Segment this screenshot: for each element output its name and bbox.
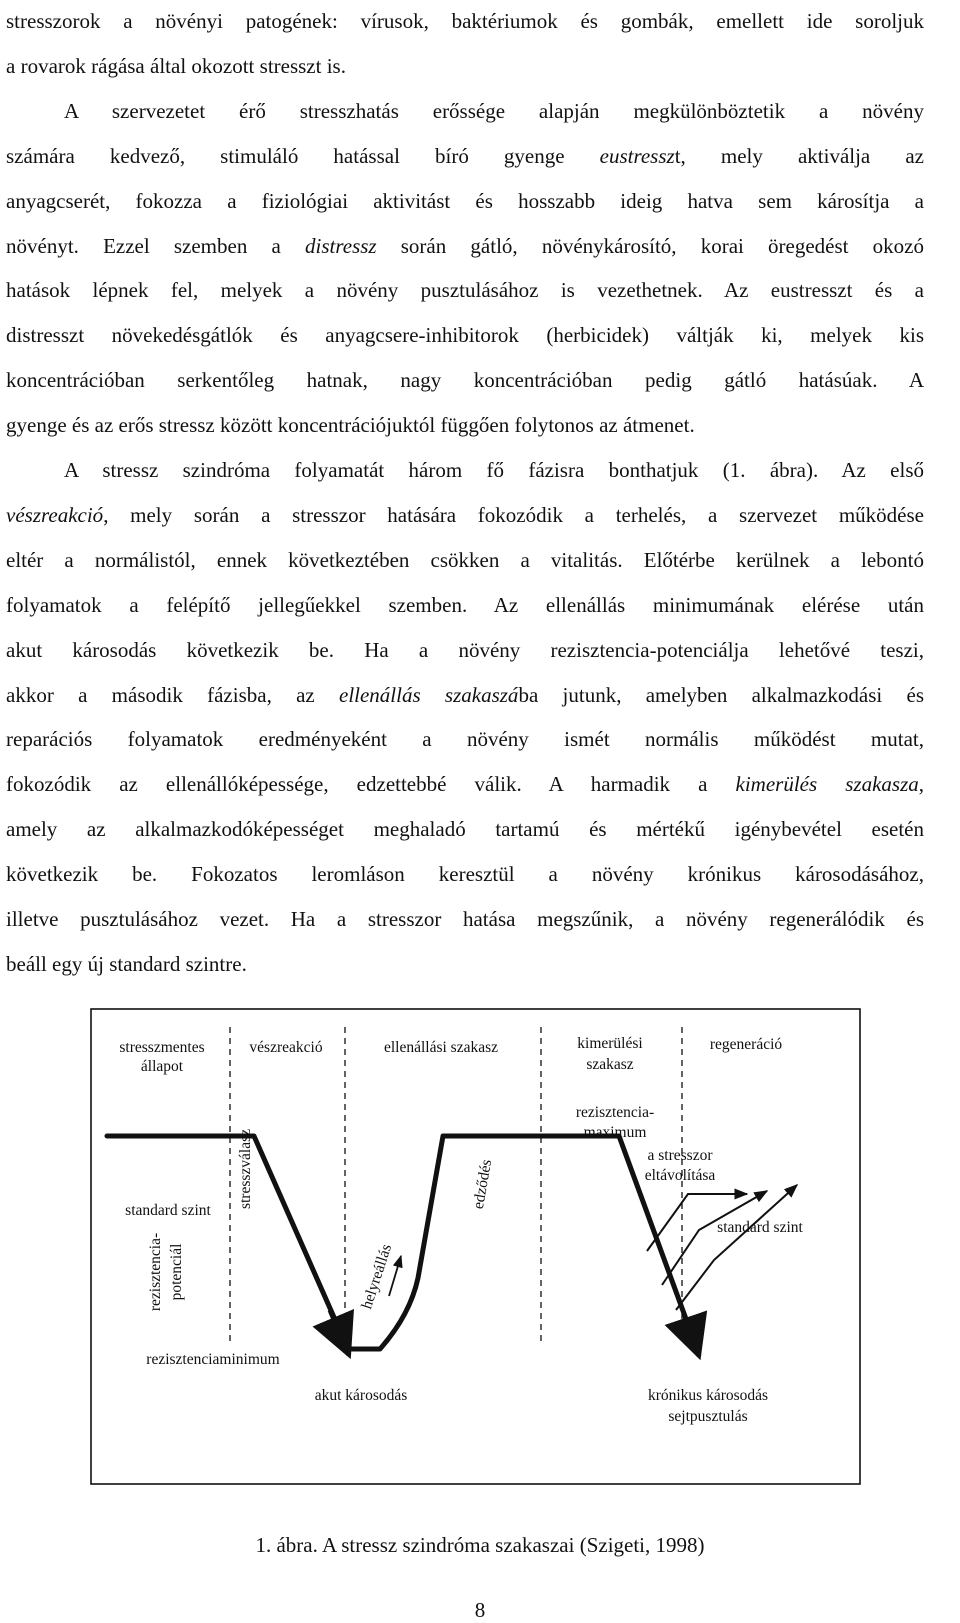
- text-segment: akkor a második fázisba, az: [6, 682, 339, 707]
- text-segment: stresszorok a növényi patogének: vírusok, baktériumok és gombák, emellett ide soroljuk: [6, 9, 924, 33]
- text-segment: a rovarok rágása által okozott stresszt is.: [6, 53, 346, 78]
- text-segment: akut károsodás következik be. Ha a növény rezisztencia-potenciálja lehetővé teszi,: [6, 637, 924, 662]
- standard-level-right: standard szint: [717, 1219, 803, 1236]
- resistance-maximum-line2: maximum: [583, 1124, 647, 1141]
- stressor-removal-line1: a stresszor: [647, 1147, 713, 1164]
- chronic-damage-arrow: [686, 1318, 699, 1356]
- text-segment: ,: [918, 772, 924, 797]
- phase-stressless-line2: állapot: [140, 1058, 184, 1075]
- text-segment: hatások lépnek fel, melyek a növény pusztulásához is vezethetnek. Az eustresszt és a: [6, 278, 924, 303]
- emphasized-term: ellenállás szakaszá: [339, 682, 519, 707]
- text-segment: A stressz szindróma folyamatát három fő fázisra bonthatjuk (1. ábra). Az első: [64, 458, 924, 482]
- text-segment: során gátló, növénykárosító, korai öregedést okozó: [376, 233, 924, 258]
- chronic-damage-line2: sejtpusztulás: [668, 1408, 748, 1425]
- text-segment: illetve pusztulásához vezet. Ha a stresszor hatása megszűnik, a növény regenerálódik és: [6, 907, 924, 931]
- restitution-label: helyreállás: [358, 1242, 396, 1312]
- phase-exhaustion-line1: kimerülési: [577, 1035, 643, 1052]
- text-segment: növényt. Ezzel szemben a: [6, 233, 306, 258]
- page-number: 8: [474, 1598, 486, 1622]
- emphasized-term: eustressz: [599, 143, 675, 168]
- text-segment: amely az alkalmazkodóképességet meghaladó tartamú és mértékű igénybevétel esetén: [6, 817, 924, 842]
- emphasized-term: kimerülés szakasza: [735, 772, 919, 797]
- stress-effect-label: stresszválasz: [237, 1128, 254, 1210]
- regeneration-arrows: [647, 1185, 797, 1310]
- acute-damage-label: akut károsodás: [314, 1387, 408, 1404]
- resistance-minimum-label: rezisztenciaminimum: [146, 1351, 280, 1368]
- text-segment: koncentrációban serkentőleg hatnak, nagy koncentrációban pedig gátló hatásúak. A: [6, 368, 924, 393]
- resistance-potential-line1: rezisztencia-: [147, 1232, 164, 1312]
- acute-damage-arrow: [330, 1310, 349, 1355]
- text-segment: folyamatok a felépítő jellegűekkel szemben. Az ellenállás minimumának elérése után: [6, 592, 924, 617]
- text-segment: számára kedvező, stimuláló hatással bíró gyenge: [6, 143, 600, 168]
- regeneration-arrow-2: [662, 1191, 767, 1285]
- emphasized-term: distressz: [305, 233, 377, 258]
- text-segment: reparációs folyamatok eredményeként a növény ismét normális működést mutat,: [6, 727, 924, 752]
- regeneration-arrow-3: [676, 1185, 797, 1310]
- hardening-label: edződés: [469, 1158, 496, 1211]
- resistance-maximum-line1: rezisztencia-: [575, 1104, 655, 1121]
- text-segment: fokozódik az ellenállóképessége, edzettebbé válik. A harmadik a: [6, 772, 736, 797]
- text-segment: eltér a normálistól, ennek következtében csökken a vitalitás. Előtérbe kerülnek a lebontó: [6, 547, 924, 572]
- figure-caption: 1. ábra. A stressz szindróma szakaszai (Szigeti, 1998): [255, 1533, 705, 1557]
- phase-exhaustion-line2: szakasz: [586, 1056, 634, 1073]
- phase-separators: [230, 1027, 682, 1346]
- text-segment: beáll egy új standard szintre.: [6, 951, 247, 976]
- standard-level-left: standard szint: [125, 1202, 211, 1219]
- text-segment: gyenge és az erős stressz között koncentrációjuktól függően folytonos az átmenet.: [6, 413, 695, 438]
- text-segment: következik be. Fokozatos leromláson keresztül a növény krónikus károsodásához,: [6, 862, 924, 887]
- text-segment: A szervezetet érő stresszhatás erőssége alapján megkülönböztetik a növény: [64, 98, 924, 123]
- stressor-removal-line2: eltávolítása: [644, 1167, 716, 1184]
- text-segment: distresszt növekedésgátlók és anyagcsere-inhibitorok (herbicidek) váltják ki, melyek kis: [6, 323, 924, 348]
- phase-stressless-line1: stresszmentes: [119, 1039, 205, 1056]
- text-segment: , mely során a stresszor hatására fokozódik a terhelés, a szervezet működése: [103, 502, 924, 527]
- text-segment: anyagcserét, fokozza a fiziológiai aktivitást és hosszabb ideig hatva sem károsítja a: [6, 188, 924, 213]
- restitution-arrow: [389, 1256, 401, 1296]
- phase-regeneration: regeneráció: [709, 1036, 783, 1053]
- stress-response-curve: [107, 1136, 697, 1349]
- text-segment: t, mely aktiválja az: [674, 143, 924, 168]
- resistance-potential-line2: potenciál: [168, 1243, 185, 1301]
- chronic-damage-line1: krónikus károsodás: [647, 1387, 769, 1404]
- text-segment: ba jutunk, amelyben alkalmazkodási és: [518, 682, 924, 707]
- emphasized-term: vészreakció: [6, 502, 104, 527]
- phase-alarm: vészreakció: [249, 1039, 323, 1056]
- phase-resistance: ellenállási szakasz: [383, 1039, 499, 1056]
